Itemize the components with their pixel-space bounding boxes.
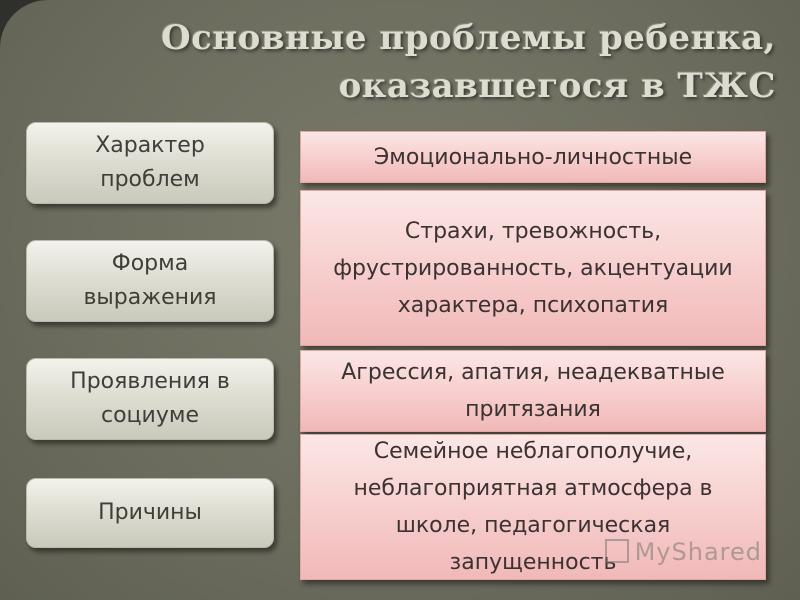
item-emotional-personal <box>300 131 766 183</box>
item-emotional-personal-text: Эмоционально-личностные <box>373 144 693 170</box>
label-social-manifestations <box>26 358 274 440</box>
title-line-2: оказавшегося в ТЖС <box>338 66 776 106</box>
watermark <box>605 538 762 566</box>
label-problem-character-text: Характер проблем <box>95 133 205 192</box>
label-expression-form <box>26 240 274 322</box>
label-causes <box>26 478 274 548</box>
item-aggression-apathy-text: Агрессия, апатия, неадекватные притязания <box>341 360 725 422</box>
label-expression-form-text: Форма выражения <box>83 251 217 310</box>
item-aggression-apathy <box>300 350 766 432</box>
title-line-1: Основные проблемы ребенка, <box>160 18 776 58</box>
item-fears-anxiety-text: Страхи, тревожность, фрустрированность, акцентуации характера, психопатия <box>333 218 733 318</box>
item-fears-anxiety <box>300 190 766 346</box>
label-problem-character <box>26 122 274 204</box>
watermark-text: MyShared <box>634 538 762 566</box>
slide-title <box>76 14 776 110</box>
item-family-problems-text: Семейное неблагополучие, неблагоприятная атмосфера в школе, педагогическая запущенность <box>353 439 713 575</box>
label-causes-text: Причины <box>98 500 202 525</box>
label-social-manifestations-text: Проявления в социуме <box>70 369 230 428</box>
watermark-logo-icon <box>605 539 629 563</box>
